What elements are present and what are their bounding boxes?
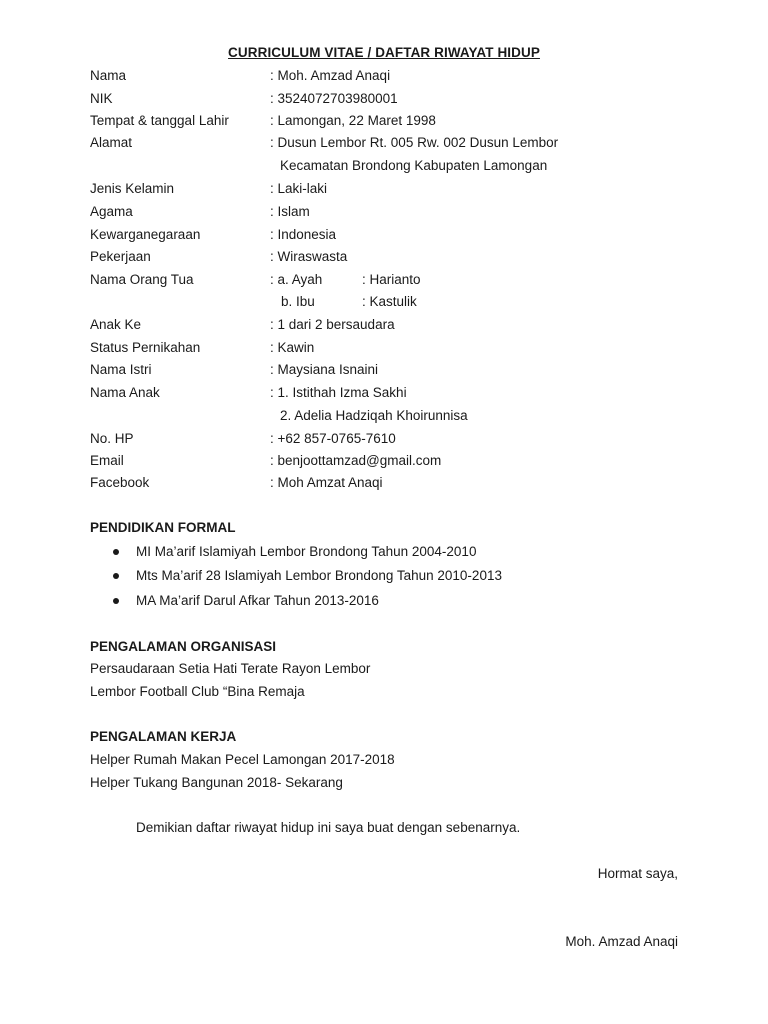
field-label: Jenis Kelamin <box>90 181 175 196</box>
field-value: : Lamongan, 22 Maret 1998 <box>270 113 436 128</box>
field-value: : Islam <box>270 204 310 219</box>
field-label: Kewarganegaraan <box>90 227 201 242</box>
field-label: Nama Orang Tua <box>90 272 194 287</box>
field-value: : Wiraswasta <box>270 249 348 264</box>
list-item: Persaudaraan Setia Hati Terate Rayon Lembor <box>90 661 371 676</box>
field-label: NIK <box>90 91 113 106</box>
alamat-continuation: Kecamatan Brondong Kabupaten Lamongan <box>280 158 548 173</box>
field-value: : a. Ayah <box>270 272 323 287</box>
document-title: CURRICULUM VITAE / DAFTAR RIWAYAT HIDUP <box>228 45 540 60</box>
field-value: : Moh. Amzad Anaqi <box>270 68 391 83</box>
field-label: Nama Istri <box>90 362 152 377</box>
field-label: No. HP <box>90 431 134 446</box>
hormat-saya: Hormat saya, <box>597 866 678 881</box>
ayah-name: : Harianto <box>362 272 421 287</box>
bullet-icon <box>113 573 119 579</box>
field-value: : Indonesia <box>270 227 337 242</box>
field-label: Nama Anak <box>90 385 160 400</box>
field-label: Nama <box>90 68 127 83</box>
field-value: : benjoottamzad@gmail.com <box>270 453 442 468</box>
field-value: : +62 857-0765-7610 <box>270 431 396 446</box>
bullet-icon <box>113 549 119 555</box>
list-item-text: MI Ma’arif Islamiyah Lembor Brondong Tahun 2004-2010 <box>136 544 477 559</box>
field-label: Tempat & tanggal Lahir <box>90 113 229 128</box>
signature-name: Moh. Amzad Anaqi <box>565 934 678 949</box>
section-heading-organisasi: PENGALAMAN ORGANISASI <box>90 639 277 654</box>
section-heading-kerja: PENGALAMAN KERJA <box>90 729 237 744</box>
field-label: Agama <box>90 204 133 219</box>
field-value: : Maysiana Isnaini <box>270 362 379 377</box>
field-value: : Dusun Lembor Rt. 005 Rw. 002 Dusun Lembor <box>270 135 559 150</box>
field-value: : Kawin <box>270 340 315 355</box>
section-heading-pendidikan: PENDIDIKAN FORMAL <box>90 520 236 535</box>
closing-statement: Demikian daftar riwayat hidup ini saya buat dengan sebenarnya. <box>136 820 521 835</box>
field-value: : 1. Istithah Izma Sakhi <box>270 385 407 400</box>
field-value: : Moh Amzat Anaqi <box>270 475 383 490</box>
ibu-label: b. Ibu <box>281 294 315 309</box>
list-item-text: Mts Ma’arif 28 Islamiyah Lembor Brondong Tahun 2010-2013 <box>136 568 502 583</box>
bullet-icon <box>113 598 119 604</box>
list-item: Helper Rumah Makan Pecel Lamongan 2017-2018 <box>90 752 395 767</box>
anak-continuation: 2. Adelia Hadziqah Khoirunnisa <box>280 408 468 423</box>
field-value: : Laki-laki <box>270 181 328 196</box>
field-label: Alamat <box>90 135 133 150</box>
field-value: : 1 dari 2 bersaudara <box>270 317 395 332</box>
list-item: Helper Tukang Bangunan 2018- Sekarang <box>90 775 343 790</box>
field-label: Facebook <box>90 475 150 490</box>
field-value: : 3524072703980001 <box>270 91 398 106</box>
list-item-text: MA Ma’arif Darul Afkar Tahun 2013-2016 <box>136 593 379 608</box>
field-label: Pekerjaan <box>90 249 151 264</box>
field-label: Anak Ke <box>90 317 142 332</box>
ibu-name: : Kastulik <box>362 294 417 309</box>
field-label: Email <box>90 453 124 468</box>
list-item: Lembor Football Club “Bina Remaja <box>90 684 305 699</box>
field-label: Status Pernikahan <box>90 340 201 355</box>
